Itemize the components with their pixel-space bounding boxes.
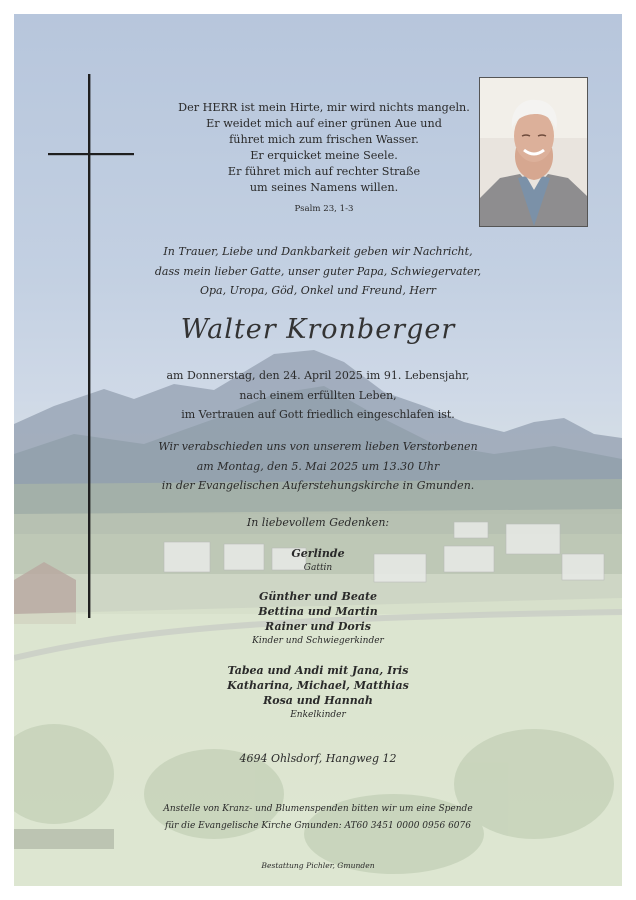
mourner-names: Günther und Beate (258, 590, 378, 603)
memory-heading: In liebevollem Gedenken: (246, 516, 390, 529)
death-line: nach einem erfüllten Leben, (239, 388, 397, 402)
death-notice (74, 366, 562, 425)
psalm-line: um seines Namens willen. (249, 181, 399, 194)
donation-line: für die Evangelische Kirche Gmunden: AT60 3451 0000 0956 6076 (165, 821, 471, 831)
mourner-names: Rosa und Hannah (263, 694, 373, 707)
psalm-line: Er erquicket meine Seele. (250, 149, 398, 162)
mourner-names: Gerlinde (291, 547, 345, 560)
psalm-line: führet mich zum frischen Wasser. (229, 133, 419, 146)
psalm-line: Er führet mich auf rechter Straße (227, 165, 421, 178)
portrait-photo (480, 78, 587, 226)
obituary-card (14, 14, 622, 886)
mourner-group-grandchildren (14, 663, 622, 722)
mourner-names: Rainer und Doris (265, 620, 371, 633)
mourner-names: Tabea und Andi mit Jana, Iris (227, 664, 409, 677)
death-line: im Vertrauen auf Gott friedlich eingeschlafen ist. (181, 408, 455, 421)
cross-symbol (46, 74, 136, 618)
mourner-role: Kinder und Schwiegerkinder (252, 636, 384, 646)
mourner-group-spouse (14, 546, 622, 575)
mourner-role: Enkelkinder (290, 710, 346, 720)
psalm-line: Der HERR ist mein Hirte, mir wird nichts mangeln. (178, 101, 470, 114)
intro-text (74, 242, 562, 301)
funeral-line: in der Evangelischen Auferstehungskirche in Gmunden. (161, 479, 475, 492)
psalm-line: Er weidet mich auf einer grünen Aue und (206, 117, 442, 130)
deceased-name: Walter Kronberger (180, 314, 456, 345)
mourner-role: Gattin (303, 563, 333, 573)
mourner-group-children (14, 589, 622, 648)
undertaker: Bestattung Pichler, Gmunden (261, 861, 375, 870)
intro-line: dass mein lieber Gatte, unser guter Papa, Schwiegervater, (154, 264, 482, 278)
funeral-line: Wir verabschieden uns von unserem lieben Verstorbenen (158, 440, 478, 453)
death-line: am Donnerstag, den 24. April 2025 im 91. Lebensjahr, (166, 369, 470, 382)
psalm-reference: Psalm 23, 1-3 (294, 204, 354, 214)
address: 4694 Ohlsdorf, Hangweg 12 (239, 752, 397, 765)
funeral-notice (74, 437, 562, 496)
mourner-names: Bettina und Martin (258, 605, 378, 618)
donation-note (14, 801, 622, 835)
intro-line: In Trauer, Liebe und Dankbarkeit geben wir Nachricht, (163, 245, 473, 258)
funeral-line: am Montag, den 5. Mai 2025 um 13.30 Uhr (196, 459, 440, 473)
mourner-names: Katharina, Michael, Matthias (227, 679, 409, 692)
intro-line: Opa, Uropa, Göd, Onkel und Freund, Herr (199, 284, 437, 297)
psalm-verse (174, 100, 474, 217)
donation-line: Anstelle von Kranz- und Blumenspenden bitten wir um eine Spende (163, 804, 473, 814)
